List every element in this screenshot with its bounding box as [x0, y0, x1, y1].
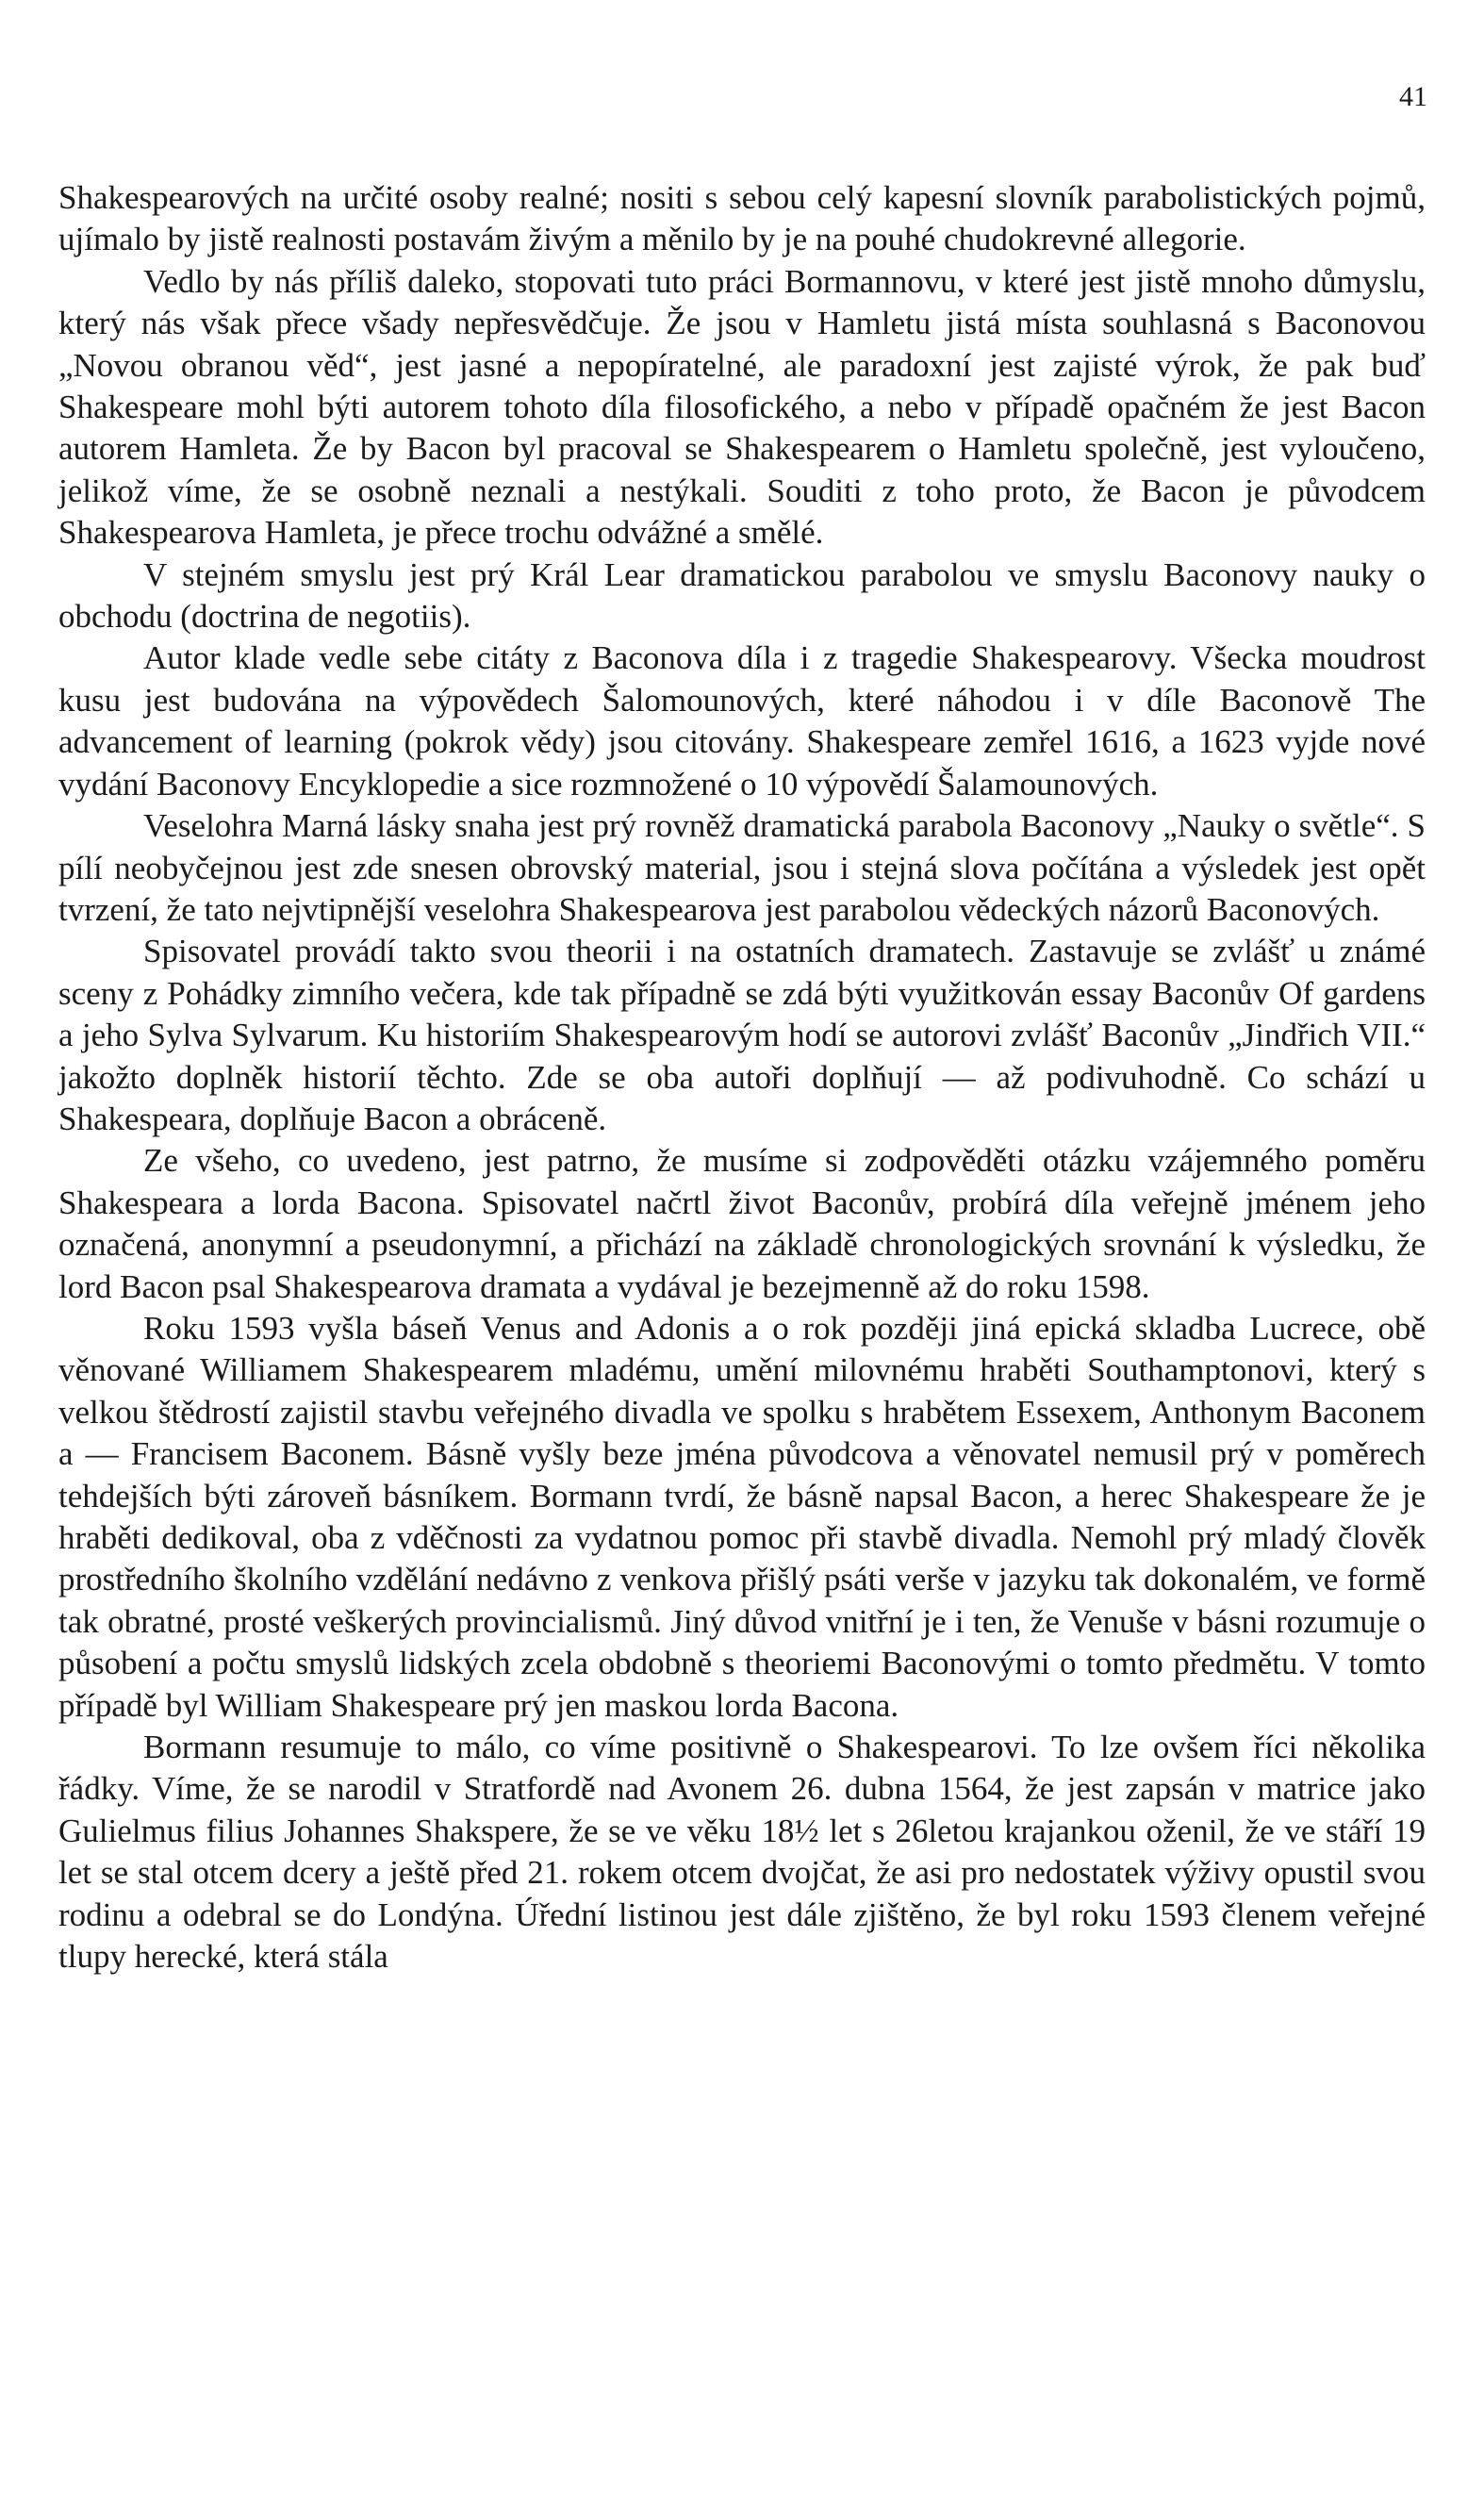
paragraph-3: V stejném smyslu jest prý Král Lear dramatickou parabolou ve smyslu Baconovy nauky o obchodu (doctrina de negotiis). — [58, 555, 1426, 636]
paragraph-1: Shakespearových na určité osoby realné; nositi s sebou celý kapesní slovník parabolistických pojmů, ujímalo by jistě realnosti postavám živým a měnilo by je na pouhé chudokrevné allegorie. — [58, 179, 1426, 258]
paragraph-5: Veselohra Marná lásky snaha jest prý rovněž dramatická parabola Baconovy „Nauky o světle“. S pílí neobyčejnou jest zde snesen obrovský material, jsou i stejná slova počítána a výsledek jest opět tvrzení, že tato nejvtipnější veselohra Shakespearova jest parabolou vědeckých názorů Baconových. — [58, 807, 1426, 928]
paragraph-6: Spisovatel provádí takto svou theorii i na ostatních dramatech. Zastavuje se zvlášť u známé sceny z Pohádky zimního večera, kde tak případně se zdá býti využitkován essay Baconův Of gardens a jeho Sylva Sylvarum. Ku historiím Shakespearovým hodí se autorovi zvlášť Baconův „Jindřich VII.“ jakožto doplněk historií těchto. Zde se oba autoři doplňují — až podivuhodně. Co schází u Shakespeara, doplňuje Bacon a obráceně. — [58, 933, 1426, 1137]
body-text — [58, 177, 1426, 1978]
paragraph-7: Ze všeho, co uvedeno, jest patrno, že musíme si zodpověděti otázku vzájemného poměru Shakespeara a lorda Bacona. Spisovatel načrtl život Baconův, probírá díla veřejně jménem jeho označená, anonymní a pseudonymní, a přichází na základě chronologických srovnání k výsledku, že lord Bacon psal Shakespearova dramata a vydával je bezejmenně až do roku 1598. — [58, 1142, 1426, 1305]
paragraph-2: Vedlo by nás příliš daleko, stopovati tuto práci Bormannovu, v které jest jistě mnoho důmyslu, který nás však přece všady nepřesvědčuje. Že jsou v Hamletu jistá místa souhlasná s Baconovou „Novou obranou věd“, jest jasné a nepopíratelné, ale paradoxní jest zajisté výrok, že pak buď Shakespeare mohl býti autorem tohoto díla filosofického, a nebo v případě opačném že jest Bacon autorem Hamleta. Že by Bacon byl pracoval se Shakespearem o Hamletu společně, jest vyloučeno, jelikož víme, že se osobně neznali a nestýkali. Souditi z toho proto, že Bacon je původcem Shakespearova Hamleta, je přece trochu odvážné a smělé. — [58, 262, 1426, 552]
paragraph-4: Autor klade vedle sebe citáty z Baconova díla i z tragedie Shakespearovy. Všecka moudrost kusu jest budována na výpovědech Šalomounových, které náhodou i v díle Baconově The advancement of learning (pokrok vědy) jsou citovány. Shakespeare zemřel 1616, a 1623 vyjde nové vydání Baconovy Encyklopedie a sice rozmnožené o 10 výpovědí Šalamounových. — [58, 639, 1426, 803]
page-number: 41 — [1399, 81, 1427, 112]
paragraph-9: Bormann resumuje to málo, co víme positivně o Shakespearovi. To lze ovšem říci několika řádky. Víme, že se narodil v Stratfordě nad Avonem 26. dubna 1564, že jest zapsán v matrice jako Gulielmus filius Johannes Shakspere, že se ve věku 18½ let s 26letou krajankou oženil, že ve stáří 19 let se stal otcem dcery a ještě před 21. rokem otcem dvojčat, že asi pro nedostatek výživy opustil svou rodinu a odebral se do Londýna. Úřední listinou jest dále zjištěno, že byl roku 1593 členem veřejné tlupy herecké, která stála — [58, 1729, 1426, 1976]
paragraph-8: Roku 1593 vyšla báseň Venus and Adonis a o rok později jiná epická skladba Lucrece, obě věnované Williamem Shakespearem mladému, umění milovnému hraběti Southamptonovi, který s velkou štědrostí zajistil stavbu veřejného divadla ve spolku s hrabětem Essexem, Anthonym Baconem a — Francisem Baconem. Básně vyšly beze jména původcova a věnovatel nemusil prý v poměrech tehdejších býti zároveň básníkem. Bormann tvrdí, že básně napsal Bacon, a herec Shakespeare že je hraběti dedikoval, oba z vděčnosti za vydatnou pomoc při stavbě divadla. Nemohl prý mladý člověk prostředního školního vzdělání nedávno z venkova přišlý psáti verše v jazyku tak dokonalém, ve formě tak obratné, prosté veškerých provincialismů. Jiný důvod vnitřní je i ten, že Venuše v básni rozumuje o působení a počtu smyslů lidských zcela obdobně s theoriemi Baconovými o tomto předmětu. V tomto případě byl William Shakespeare prý jen maskou lorda Bacona. — [58, 1309, 1426, 1724]
